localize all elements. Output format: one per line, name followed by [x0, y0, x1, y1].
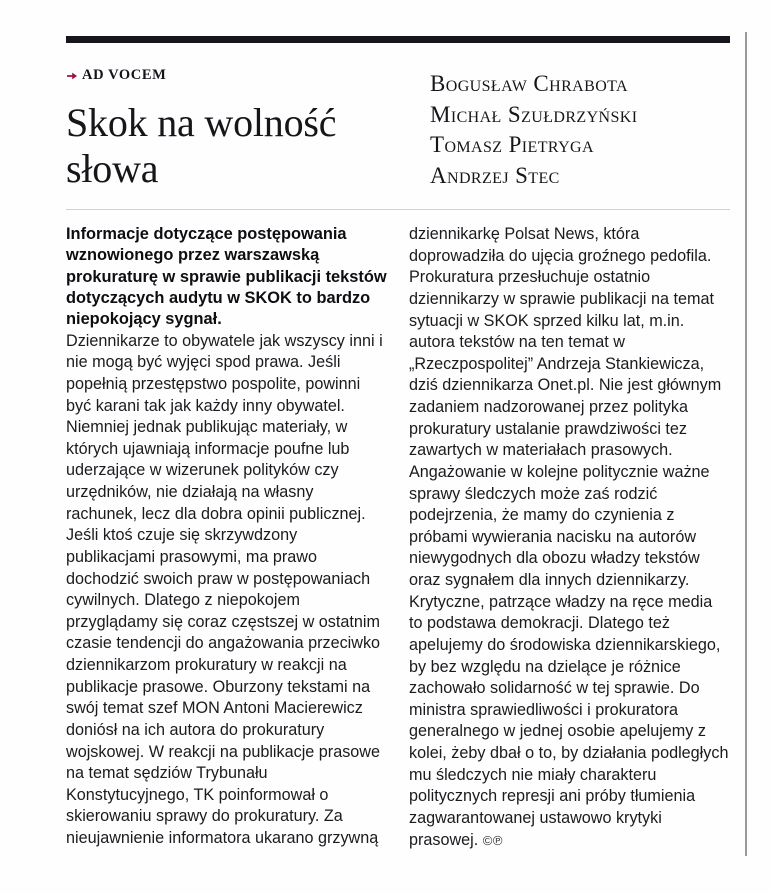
author-name: Michał Szułdrzyński [430, 101, 638, 127]
page-title: Skok na wolność słowa [66, 100, 337, 191]
article-content [66, 36, 730, 864]
top-rule [66, 36, 730, 43]
masthead-left [66, 65, 396, 191]
end-mark: ©℗ [482, 832, 503, 848]
author-name: Tomasz Pietryga [430, 132, 594, 158]
kicker-label: AD VOCEM [82, 67, 167, 83]
author-list [430, 65, 730, 191]
kicker [66, 67, 396, 84]
author-name: Bogusław Chrabota [430, 71, 628, 96]
masthead-divider [66, 209, 730, 210]
article-lede: Informacje dotyczące postępowania wznowionego przez warszawską prokuraturę w sprawie publikacji tekstów dotyczących audytu w SKOK to bardzo niepokojący sygnał. [66, 225, 387, 329]
arrow-right-marker-icon [66, 70, 78, 82]
article-columns [66, 224, 730, 864]
article-body-text: Dziennikarze to obywatele jak wszyscy inni i nie mogą być wyjęci spod prawa. Jeśli popełnią przestępstwo pospolite, powinni być karani tak jak każdy inny obywatel. Niemniej jednak publikując materiały, w których ujawniają informacje poufne lub uderzające w wizerunek polityków czy urzędników, nie działają na własny rachunek, lecz dla dobra opinii publicznej. Jeśli ktoś czuje się skrzywdzony publikacjami prasowymi, ma prawo dochodzić swoich praw w postępowaniach cywilnych. Dlatego z niepokojem przyglądamy się coraz częstszej w ostatnim czasie tendencji do angażowania przeciwko dziennikarzom prokuratury w reakcji na publikacje prasowe. Oburzony tekstami na swój temat szef MON Antoni Macierewicz doniósł na ich autora do prokuratury wojskowej. W reakcji na publikacje prasowe na temat sędziów Trybunału Konstytucyjnego, TK poinformował o skierowaniu sprawy do prokuratury. Za nieujawnienie informatora ukarano grzywną dziennikarkę Polsat News, która doprowadziła do ujęcia groźnego pedofila. Prokuratura przesłuchuje ostatnio dziennikarzy w sprawie publikacji na temat sytuacji w SKOK sprzed kilku lat, m.in. autora tekstów na ten temat w „Rzeczpospolitej” Andrzeja Stankiewicza, dziś dziennikarza Onet.pl. Nie jest głównym zadaniem nadzorowanej przez polityka prokuratury ustalanie prawdziwości tez zawartych w materiałach prasowych. Angażowanie w kolejne politycznie ważne sprawy śledczych może zaś rodzić podejrzenia, że mamy do czynienia z próbami wywierania nacisku na autorów niewygodnych dla obozu władzy tekstów oraz sygnałem dla innych dziennikarzy. Krytyczne, patrzące władzy na ręce media to podstawa demokracji. Dlatego też apelujemy do środowiska dziennikarskiego, by bez względu na dzielące je różnice zachowało solidarność w tej sprawie. Do ministra sprawiedliwości i prokuratora generalnego w jednej osobie apelujemy z kolei, żeby dbał o to, by działania podległych mu śledczych nie miały charakteru politycznych represji ani próby tłumienia zagwarantowanej ustawowo krytyki prasowej. [66, 225, 729, 849]
author-name: Andrzej Stec [430, 162, 560, 188]
page-edge-rule [745, 32, 747, 856]
article-body [66, 224, 730, 864]
article-masthead [66, 65, 730, 195]
